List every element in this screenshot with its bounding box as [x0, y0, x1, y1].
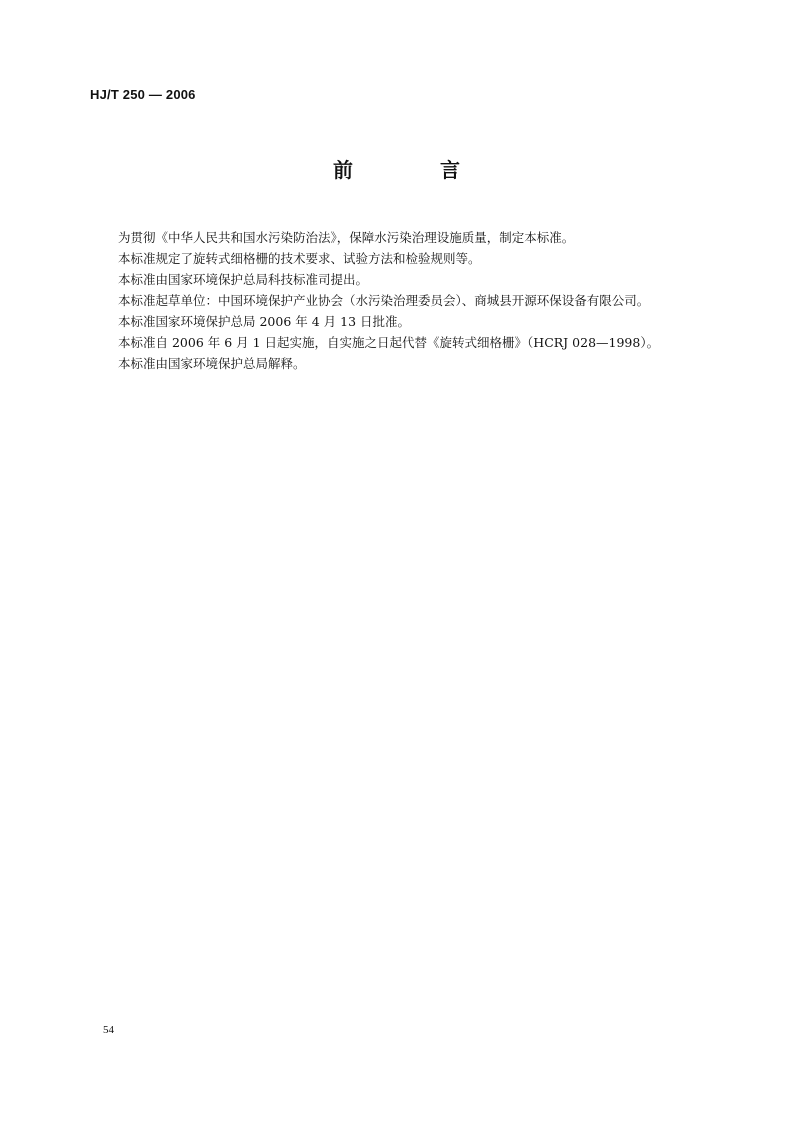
paragraph-proposer: 本标准由国家环境保护总局科技标准司提出。	[118, 272, 369, 287]
page-number: 54	[103, 1024, 114, 1036]
paragraph-purpose: 为贯彻《中华人民共和国水污染防治法》，保障水污染治理设施质量，制定本标准。	[118, 230, 575, 245]
paragraph-scope: 本标准规定了旋转式细格栅的技术要求、试验方法和检验规则等。	[118, 251, 481, 266]
foreword-body	[118, 227, 718, 374]
page-title: 前 言	[333, 158, 500, 182]
paragraph-approval: 本标准国家环境保护总局 2006 年 4 月 13 日批准。	[118, 314, 411, 329]
standard-code: HJ/T 250 — 2006	[90, 87, 196, 102]
paragraph-drafters: 本标准起草单位：中国环境保护产业协会（水污染治理委员会）、商城县开源环保设备有限公司。	[118, 293, 650, 308]
paragraph-interpretation: 本标准由国家环境保护总局解释。	[118, 356, 306, 371]
paragraph-implementation: 本标准自 2006 年 6 月 1 日起实施，自实施之日起代替《旋转式细格栅》（HCRJ 028—1998）。	[118, 335, 660, 350]
